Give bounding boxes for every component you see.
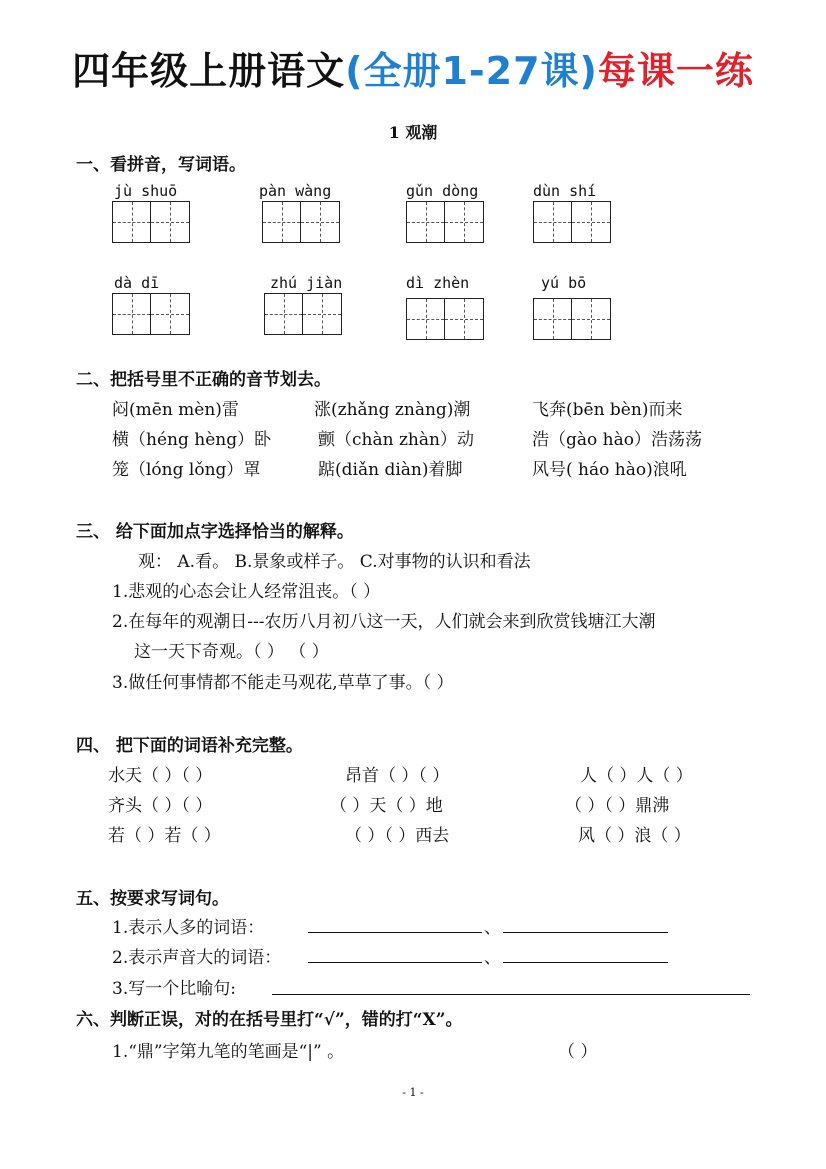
s2-item: 闷(mēn mèn)雷 bbox=[112, 400, 239, 420]
answer-line[interactable] bbox=[503, 914, 668, 933]
s2-item: 踮(diǎn diàn)着脚 bbox=[318, 460, 463, 480]
s2-item: 笼（lóng lǒng）罩 bbox=[112, 460, 261, 480]
char-grid-6[interactable] bbox=[264, 293, 342, 335]
section1-heading: 一、看拼音，写词语。 bbox=[76, 155, 246, 175]
char-grid-4[interactable] bbox=[533, 201, 611, 243]
s3-question-1: 1.悲观的心态会让人经常沮丧。（ ） bbox=[112, 582, 381, 602]
s4-item: （ ）（ ）西去 bbox=[345, 826, 450, 846]
answer-paren[interactable]: （ ） bbox=[558, 1042, 598, 1062]
title-part1: 四年级上册语文 bbox=[72, 49, 346, 93]
char-grid-7[interactable] bbox=[406, 298, 484, 340]
answer-line[interactable] bbox=[308, 914, 482, 933]
title-part2: (全册1-27课) bbox=[345, 49, 598, 93]
s2-item: 涨(zhǎng znàng)潮 bbox=[314, 400, 471, 420]
title-part3: 每课一练 bbox=[597, 49, 754, 93]
section6-heading: 六、判断正误，对的在括号里打“√”，错的打“X”。 bbox=[76, 1010, 463, 1030]
page-title bbox=[0, 40, 826, 95]
s5-question-2: 2.表示声音大的词语： bbox=[112, 948, 282, 968]
s4-item: （ ）（ ）鼎沸 bbox=[565, 796, 670, 816]
pinyin-1: jù shuō bbox=[114, 182, 178, 200]
s3-question-2a: 2.在每年的观潮日---农历八月初八这一天，人们就会来到欣赏钱塘江大潮 bbox=[112, 612, 656, 632]
separator: 、 bbox=[484, 918, 501, 938]
s4-item: 人（ ）人（ ） bbox=[580, 766, 693, 786]
char-grid-5[interactable] bbox=[112, 293, 190, 335]
pinyin-8: yú bō bbox=[541, 274, 587, 292]
pinyin-6: zhú jiàn bbox=[270, 274, 343, 292]
char-grid-2[interactable] bbox=[262, 201, 340, 243]
s4-item: （ ）天（ ）地 bbox=[330, 796, 443, 816]
pinyin-4: dùn shí bbox=[533, 182, 597, 200]
s2-item: 风号( háo hào)浪吼 bbox=[532, 460, 687, 480]
answer-line[interactable] bbox=[272, 976, 750, 995]
pinyin-5: dà dī bbox=[114, 274, 160, 292]
s4-item: 齐头（ ）（ ） bbox=[108, 796, 213, 816]
s5-question-1: 1.表示人多的词语： bbox=[112, 918, 265, 938]
s4-item: 昂首（ ）（ ） bbox=[345, 766, 450, 786]
s3-options: 观： A.看。 B.景象或样子。 C.对事物的认识和看法 bbox=[138, 552, 531, 572]
s5-question-3: 3.写一个比喻句: bbox=[112, 979, 236, 999]
section3-heading: 三、 给下面加点字选择恰当的解释。 bbox=[76, 522, 354, 542]
char-grid-3[interactable] bbox=[406, 201, 484, 243]
s3-question-2b: 这一天下奇观。（ ） （ ） bbox=[134, 642, 329, 662]
s2-item: 横（héng hèng）卧 bbox=[112, 430, 272, 450]
s3-question-3: 3.做任何事情都不能走马观花,草草了事。（ ） bbox=[112, 673, 454, 693]
s2-item: 浩（gào hào）浩荡荡 bbox=[532, 430, 702, 450]
page-number: - 1 - bbox=[402, 1086, 424, 1099]
s6-question-1: 1.“鼎”字第九笔的笔画是“|” 。 bbox=[112, 1042, 345, 1062]
char-grid-1[interactable] bbox=[112, 201, 190, 243]
separator: 、 bbox=[484, 948, 501, 968]
pinyin-3: gǔn dòng bbox=[406, 182, 479, 200]
answer-line[interactable] bbox=[503, 944, 668, 963]
s4-item: 风（ ）浪（ ） bbox=[578, 826, 691, 846]
section2-heading: 二、把括号里不正确的音节划去。 bbox=[76, 370, 331, 390]
section5-heading: 五、按要求写词句。 bbox=[76, 889, 229, 909]
s4-item: 若（ ）若（ ） bbox=[108, 826, 221, 846]
pinyin-7: dì zhèn bbox=[406, 274, 470, 292]
char-grid-8[interactable] bbox=[533, 298, 611, 340]
s2-item: 颤（chàn zhàn）动 bbox=[318, 430, 474, 450]
answer-line[interactable] bbox=[308, 944, 482, 963]
section4-heading: 四、 把下面的词语补充完整。 bbox=[76, 736, 303, 756]
lesson-title: 1 观潮 bbox=[388, 123, 438, 142]
s2-item: 飞奔(bēn bèn)而来 bbox=[532, 400, 683, 420]
s4-item: 水天（ ）（ ） bbox=[108, 766, 213, 786]
pinyin-2: pàn wàng bbox=[259, 182, 332, 200]
